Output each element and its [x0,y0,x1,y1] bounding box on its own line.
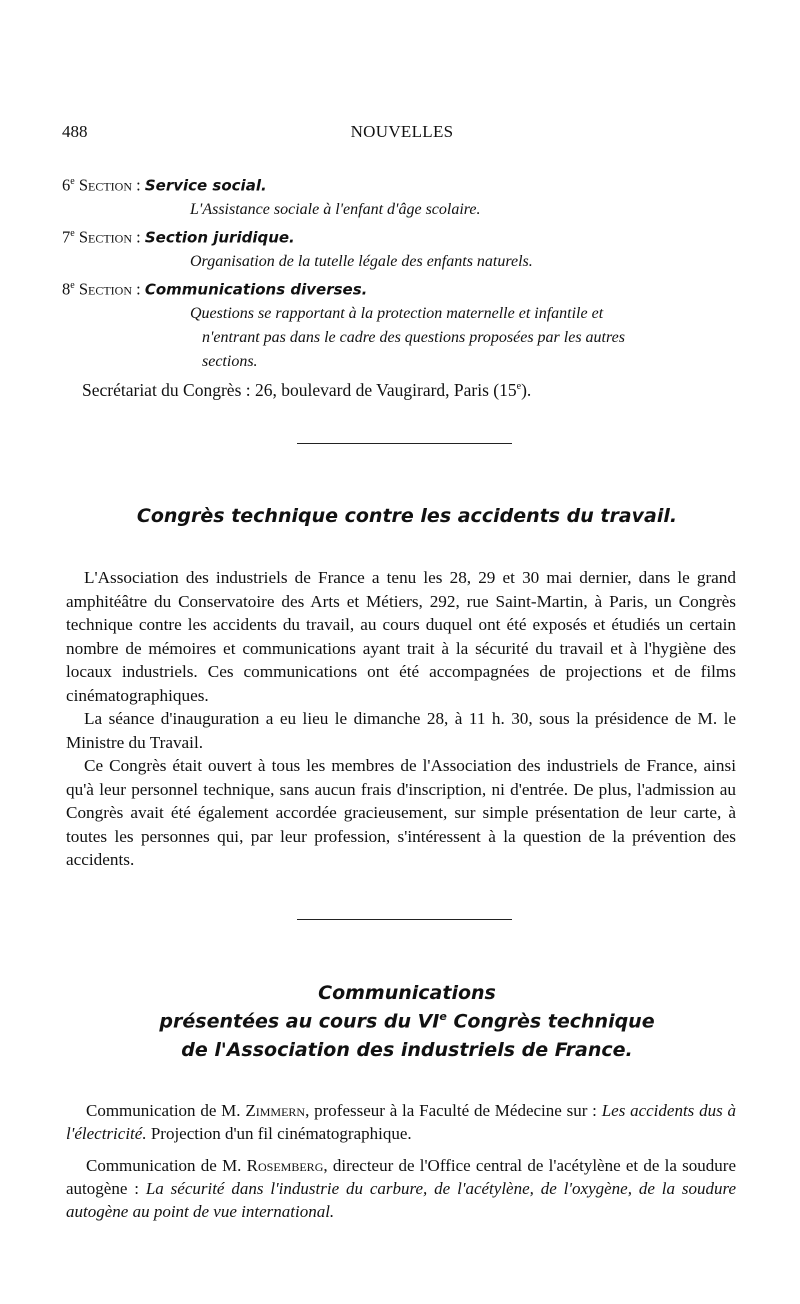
section-number-sup: e [70,228,75,239]
article-title-line-2 [62,1010,752,1032]
paragraph: Ce Congrès était ouvert à tous les membres de l'Association des industriels de France, ainsi qu'à leur personnel technique, sans aucun frais d'inscription, ni d'entrée. De plus, l'admission au Congrès avait été également accordée gracieusement, sur simple présentation de leur carte, à toutes les personnes qui, par leur profession, s'intéressent à la question de la prévention des accidents. [66,756,736,869]
separator-rule [297,443,512,444]
paragraph: L'Association des industriels de France a tenu les 28, 29 et 30 mai dernier, dans le grand amphitéâtre du Conservatoire des Arts et Métiers, 292, rue Saint-Martin, à Paris, un Congrès technique contre les accidents du travail, au cours duquel ont été exposés et étudiés un certain nombre de mémoires et communications ayant trait à la sécurité du travail et à l'hygiène des locaux industriels. Ces communications ont été accompagnées de projections et de films cinématographiques. [66,568,736,705]
comm-role: , professeur à la Faculté de Médecine sur : [305,1101,597,1120]
secretariat-end: ). [521,380,532,400]
section-description: Organisation de la tutelle légale des enfants naturels. [190,252,533,270]
article-title: Congrès technique contre les accidents du travail. [136,505,678,527]
page-header [62,122,742,146]
comm-topic: Les accidents dus à l'électricité. [66,1101,736,1143]
article-title-line-1: Communications [318,982,496,1004]
comm-author: Rosemberg [246,1156,324,1175]
comm-intro: Communication de M. [86,1156,247,1175]
communication-item [66,1099,736,1145]
communications-list [66,1099,736,1232]
title-part: présentées au cours du VI [159,1010,440,1033]
section-description-line: Questions se rapportant à la protection maternelle et infantile et [190,304,604,322]
comm-role: , directeur de l'Office central de l'acétylène et de la soudure autogène : [66,1156,736,1198]
section-number: 7 [62,227,71,247]
secretariat-sup: e [516,381,522,393]
section-description: L'Assistance sociale à l'enfant d'âge scolaire. [190,200,481,218]
section-label: Section [78,227,132,247]
section-label: Section [78,279,132,299]
section-title: Service social. [144,176,267,195]
comm-author: Zimmern [245,1101,306,1120]
secretariat-line [82,380,531,401]
section-label: Section [78,175,132,195]
running-title: NOUVELLES [350,122,454,141]
comm-intro: Communication de M. [86,1101,246,1120]
section-number: 8 [62,279,71,299]
communication-item [66,1154,736,1223]
section-number-sup: e [70,280,75,291]
section-title: Section juridique. [144,228,295,247]
section-description-line: sections. [202,352,258,370]
section-number: 6 [62,175,71,195]
separator-rule [297,919,512,920]
section-7: 7e Section : Section juridique. Organisation de la tutelle légale des enfants naturels. [62,222,742,274]
section-title: Communications diverses. [144,280,368,299]
article-body [66,566,736,872]
article-title-line-3: de l'Association des industriels de France. [181,1039,633,1061]
section-6: 6e Section : Service social. L'Assistance sociale à l'enfant d'âge scolaire. [62,170,742,222]
comm-topic: La sécurité dans l'industrie du carbure, de l'acétylène, de l'oxygène, de la soudure autogène au point de vue international. [66,1179,736,1221]
paragraph: La séance d'inauguration a eu lieu le dimanche 28, à 11 h. 30, sous la présidence de M. le Ministre du Travail. [66,709,736,752]
comm-rest: Projection d'un fil cinématographique. [146,1124,412,1143]
section-description-line: n'entrant pas dans le cadre des questions proposées par les autres [202,328,625,346]
section-8: 8e Section : Communications diverses. Questions se rapportant à la protection maternelle et infantile et n'entrant pas dans le cadre des questions proposées par les autres sections. [62,274,742,374]
secretariat-text: Secrétariat du Congrès : 26, boulevard de Vaugirard, Paris (15 [82,380,517,400]
section-number-sup: e [70,176,75,187]
title-sup: e [439,1010,447,1023]
page-number: 488 [62,122,88,141]
title-part: Congrès technique [446,1010,655,1033]
